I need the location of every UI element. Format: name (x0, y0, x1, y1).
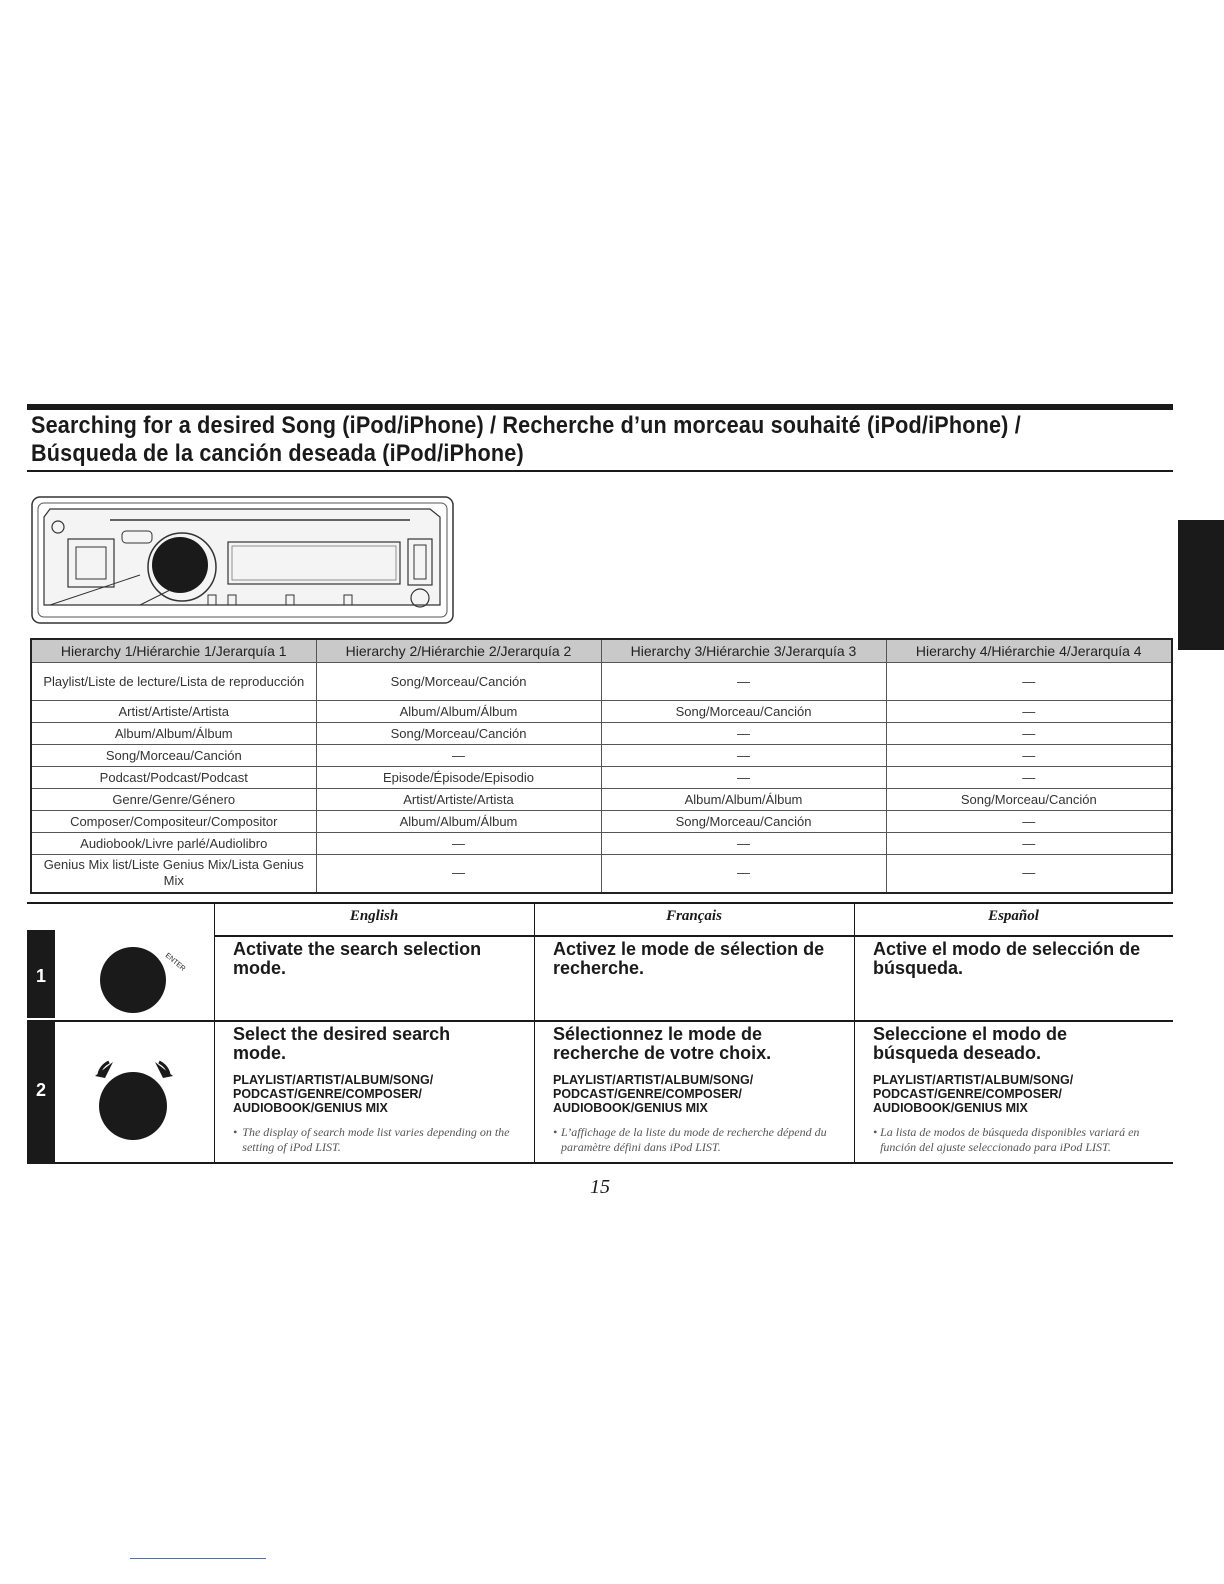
hierarchy-table (30, 638, 1173, 894)
column-header: Hierarchy 2/Hiérarchie 2/Jerarquía 2 (316, 639, 601, 663)
page-number: 15 (590, 1176, 610, 1198)
table-cell: Song/Morceau/Canción (601, 811, 886, 833)
table-cell: Artist/Artiste/Artista (316, 789, 601, 811)
table-cell: Artist/Artiste/Artista (31, 701, 316, 723)
table-row (31, 723, 1172, 745)
step-2-english-note-text: The display of search mode list varies depending on the setting of iPod LIST. (242, 1125, 510, 1154)
footnote-rule (130, 1558, 266, 1559)
title-rule-top (27, 404, 1173, 410)
bullet: • (233, 1125, 238, 1139)
step-1-spanish-head: Active el modo de selección de búsqueda. (873, 939, 1141, 978)
bullet: • (553, 1125, 558, 1139)
title-rule-bottom (27, 470, 1173, 472)
step-2-number: 2 (35, 1080, 46, 1100)
step-1-french (553, 940, 843, 978)
table-cell: Song/Morceau/Canción (886, 789, 1172, 811)
step-2-spanish-modes: PLAYLIST/ARTIST/ALBUM/SONG/ PODCAST/GENRE/COMPOSER/ AUDIOBOOK/GENIUS MIX (873, 1073, 1074, 1115)
table-cell: Song/Morceau/Canción (316, 723, 601, 745)
table-row (31, 701, 1172, 723)
language-english: English (349, 908, 399, 924)
step-1-english (233, 940, 523, 978)
steps-bottom-rule (27, 1162, 1173, 1164)
page-title: Searching for a desired Song (iPod/iPhone) / Recherche d’un morceau souhaité (iPod/iPhone) / Búsqueda de la canción deseada (iPod/iPhone) (31, 412, 1021, 467)
table-cell: Album/Album/Álbum (316, 701, 601, 723)
table-cell: Episode/Épisode/Episodio (316, 767, 601, 789)
step-2-english (233, 1025, 528, 1155)
step-2-french (553, 1025, 848, 1155)
step-divider (27, 1020, 1173, 1022)
column-divider (854, 902, 855, 1164)
step-2-french-head: Sélectionnez le mode de recherche de votre choix. (553, 1024, 772, 1063)
table-row (31, 811, 1172, 833)
enter-knob-label: ENTER (163, 952, 187, 973)
table-cell: Song/Morceau/Canción (31, 745, 316, 767)
column-divider (214, 902, 215, 1164)
column-header: Hierarchy 4/Hiérarchie 4/Jerarquía 4 (886, 639, 1172, 663)
table-row (31, 767, 1172, 789)
table-row (31, 663, 1172, 701)
table-cell: Genius Mix list/Liste Genius Mix/Lista Genius Mix (31, 855, 316, 893)
table-cell: — (316, 745, 601, 767)
step-1-spanish (873, 940, 1168, 978)
table-cell: Album/Album/Álbum (316, 811, 601, 833)
step-2-french-note-text: L’affichage de la liste du mode de recherche dépend du paramètre défini dans iPod LIST. (561, 1125, 827, 1154)
step-2-spanish-note-text: La lista de modos de búsqueda disponibles variará en función del ajuste seleccionado para iPod LIST. (880, 1125, 1140, 1154)
step-2-spanish-note (873, 1125, 1171, 1155)
table-cell: Composer/Compositeur/Compositor (31, 811, 316, 833)
steps-section (27, 902, 1173, 1164)
step-2-english-modes: PLAYLIST/ARTIST/ALBUM/SONG/ PODCAST/GENRE/COMPOSER/ AUDIOBOOK/GENIUS MIX (233, 1073, 434, 1115)
table-cell: Podcast/Podcast/Podcast (31, 767, 316, 789)
step-2-french-note (553, 1125, 848, 1155)
rotary-knob-icon (89, 1052, 185, 1152)
language-french: Français (666, 908, 722, 924)
header-rule (214, 935, 1173, 937)
step-1-english-head: Activate the search selection mode. (233, 939, 482, 978)
table-cell: — (601, 833, 886, 855)
table-row (31, 833, 1172, 855)
table-cell: Album/Album/Álbum (31, 723, 316, 745)
step-1-french-head: Activez le mode de sélection de recherche. (553, 939, 825, 978)
table-cell: — (886, 767, 1172, 789)
table-cell: — (601, 723, 886, 745)
table-cell: Song/Morceau/Canción (601, 701, 886, 723)
table-cell: — (886, 855, 1172, 893)
table-cell: — (886, 745, 1172, 767)
column-header: Hierarchy 3/Hiérarchie 3/Jerarquía 3 (601, 639, 886, 663)
step-2-spanish-head: Seleccione el modo de búsqueda deseado. (873, 1024, 1068, 1063)
column-divider (534, 902, 535, 1164)
step-1-number: 1 (35, 966, 46, 986)
steps-top-rule (27, 902, 1173, 904)
bullet: • (873, 1125, 878, 1139)
table-cell: — (886, 723, 1172, 745)
step-2-english-note (233, 1125, 528, 1155)
table-row (31, 745, 1172, 767)
table-cell: — (316, 855, 601, 893)
head-unit-illustration (30, 495, 455, 625)
step-2-english-head: Select the desired search mode. (233, 1024, 451, 1063)
table-cell: — (886, 701, 1172, 723)
enter-knob-icon (95, 940, 187, 1016)
table-cell: Playlist/Liste de lecture/Lista de reproducción (31, 663, 316, 701)
table-cell: — (601, 663, 886, 701)
table-cell: Audiobook/Livre parlé/Audiolibro (31, 833, 316, 855)
step-2-french-modes: PLAYLIST/ARTIST/ALBUM/SONG/ PODCAST/GENRE/COMPOSER/ AUDIOBOOK/GENIUS MIX (553, 1073, 754, 1115)
table-cell: — (601, 745, 886, 767)
table-row (31, 789, 1172, 811)
column-header: Hierarchy 1/Hiérarchie 1/Jerarquía 1 (31, 639, 316, 663)
table-cell: — (601, 855, 886, 893)
table-cell: — (316, 833, 601, 855)
table-cell: — (886, 833, 1172, 855)
table-cell: — (886, 811, 1172, 833)
table-cell: Genre/Genre/Género (31, 789, 316, 811)
table-row (31, 855, 1172, 893)
table-cell: Song/Morceau/Canción (316, 663, 601, 701)
table-cell: — (601, 767, 886, 789)
table-cell: Album/Album/Álbum (601, 789, 886, 811)
language-spanish: Español (988, 908, 1039, 924)
section-tab (1178, 520, 1224, 650)
table-cell: — (886, 663, 1172, 701)
step-2-spanish (873, 1025, 1171, 1155)
table-header-row (31, 639, 1172, 663)
